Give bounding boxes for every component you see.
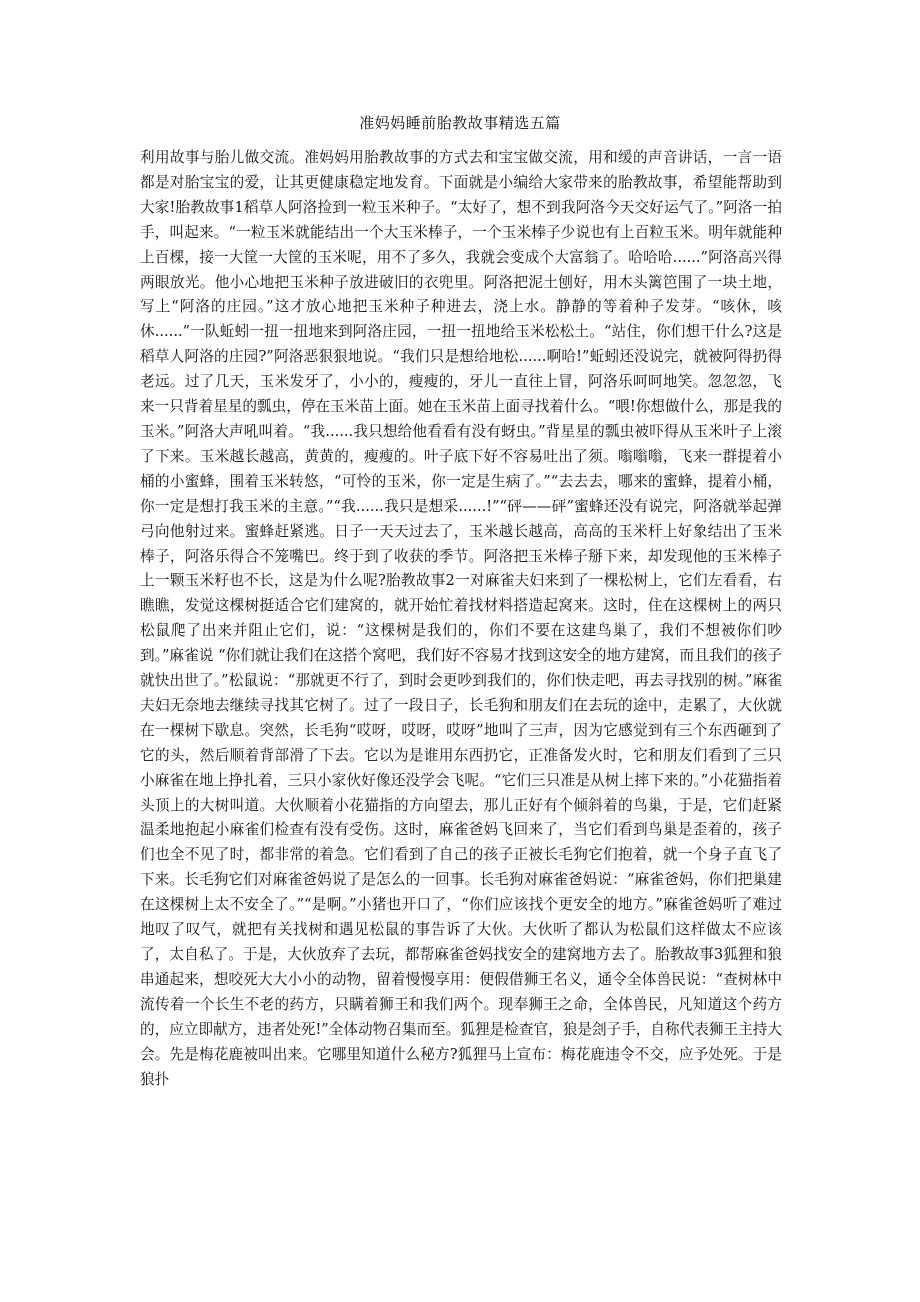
- document-body-text: 利用故事与胎儿做交流。准妈妈用胎教故事的方式去和宝宝做交流，用和缓的声音讲话，一言一语都是对胎宝宝的爱，让其更健康稳定地发育。下面就是小编给大家带来的胎教故事，希望能帮助到大家!胎教故事1稻草人阿洛捡到一粒玉米种子。“太好了，想不到我阿洛今天交好运气了。”阿洛一拍手，叫起来。“一粒玉米就能结出一个大玉米棒子，一个玉米棒子少说也有上百粒玉米。明年就能种上百棵，接一大筐一大筐的玉米呢，用不了多久，我就会变成个大富翁了。哈哈哈......”阿洛高兴得两眼放光。他小心地把玉米种子放进破旧的衣兜里。阿洛把泥土刨好，用木头篱笆围了一块土地，写上“阿洛的庄园。”这才放心地把玉米种子种进去，浇上水。静静的等着种子发芽。“咳休，咳休......”一队蚯蚓一扭一扭地来到阿洛庄园，一扭一扭地给玉米松松土。“站住，你们想干什么?这是稻草人阿洛的庄园?”阿洛恶狠狠地说。“我们只是想给地松......啊哈!”蚯蚓还没说完，就被阿得扔得老远。过了几天，玉米发牙了，小小的，瘦瘦的，牙儿一直往上冒，阿洛乐呵呵地笑。忽忽忽，飞来一只背着星星的瓢虫，停在玉米苗上面。她在玉米苗上面寻找着什么。“喂!你想做什么，那是我的玉米。”阿洛大声吼叫着。“我......我只想给他看看有没有蚜虫。”背星星的瓢虫被吓得从玉米叶子上滚了下来。玉米越长越高，黄黄的，瘦瘦的。叶子底下好不容易吐出了须。嗡嗡嗡，飞来一群提着小桶的小蜜蜂，围着玉米转悠，“可怜的玉米，你一定是生病了。”“去去去，哪来的蜜蜂，提着小桶，你一定是想打我玉米的主意。”“我......我只是想采......!”“砰——砰”蜜蜂还没有说完，阿洛就举起弹弓向他射过来。蜜蜂赶紧逃。日子一天天过去了，玉米越长越高，高高的玉米杆上好象结出了玉米棒子，阿洛乐得合不笼嘴巴。终于到了收获的季节。阿洛把玉米棒子掰下来，却发现他的玉米棒子上一颗玉米籽也不长，这是为什么呢?胎教故事2一对麻雀夫妇来到了一棵松树上，它们左看看，右瞧瞧，发觉这棵树挺适合它们建窝的，就开始忙着找材料搭造起窝来。这时，住在这棵树上的两只松鼠爬了出来并阻止它们，说：“这棵树是我们的，你们不要在这建鸟巢了，我们不想被你们吵到。”麻雀说 “你们就让我们在这搭个窝吧，我们好不容易才找到这安全的地方建窝，而且我们的孩子就快出世了。”松鼠说：“那就更不行了，到时会更吵到我们的，你们快走吧，再去寻找别的树。”麻雀夫妇无奈地去继续寻找其它树了。过了一段日子，长毛狗和朋友们在去玩的途中，走累了，大伙就在一棵树下歇息。突然，长毛狗“哎呀，哎呀，哎呀”地叫了三声，因为它感觉到有三个东西砸到了它的头，然后顺着背部滑了下去。它以为是谁用东西扔它，正准备发火时，它和朋友们看到了三只小麻雀在地上挣扎着，三只小家伙好像还没学会飞呢。“它们三只准是从树上摔下来的。”小花猫指着头顶上的大树叫道。大伙顺着小花猫指的方向望去，那儿正好有个倾斜着的鸟巢，于是，它们赶紧温柔地抱起小麻雀们检查有没有受伤。这时，麻雀爸妈飞回来了，当它们看到鸟巢是歪着的，孩子们也全不见了时，都非常的着急。它们看到了自己的孩子正被长毛狗它们抱着，就一个身子直飞了下来。长毛狗它们对麻雀爸妈说了是怎么的一回事。长毛狗对麻雀爸妈说：“麻雀爸妈，你们把巢建在这棵树上太不安全了。”“是啊。”小猪也开口了，“你们应该找个更安全的地方。”麻雀爸妈听了难过地叹了叹气，就把有关找树和遇见松鼠的事告诉了大伙。大伙听了都认为松鼠们这样做太不应该了，太自私了。于是，大伙放弃了去玩，都帮麻雀爸妈找安全的建窝地方去了。胎教故事3狐狸和狼串通起来，想咬死大大小小的动物，留着慢慢享用：便假借狮王名义，通令全体兽民说：“查树林中流传着一个长生不老的药方，只瞒着狮王和我们两个。现奉狮王之命，全体兽民，凡知道这个药方的，应立即献方，违者处死!”全体动物召集而至。狐狸是检查官，狼是刽子手，自称代表狮王主持大会。先是梅花鹿被叫出来。它哪里知道什么秘方?狐狸马上宣布：梅花鹿违令不交，应予处死。于是狼扑: [140, 149, 782, 1088]
- document-title: 准妈妈睡前胎教故事精选五篇: [359, 114, 561, 132]
